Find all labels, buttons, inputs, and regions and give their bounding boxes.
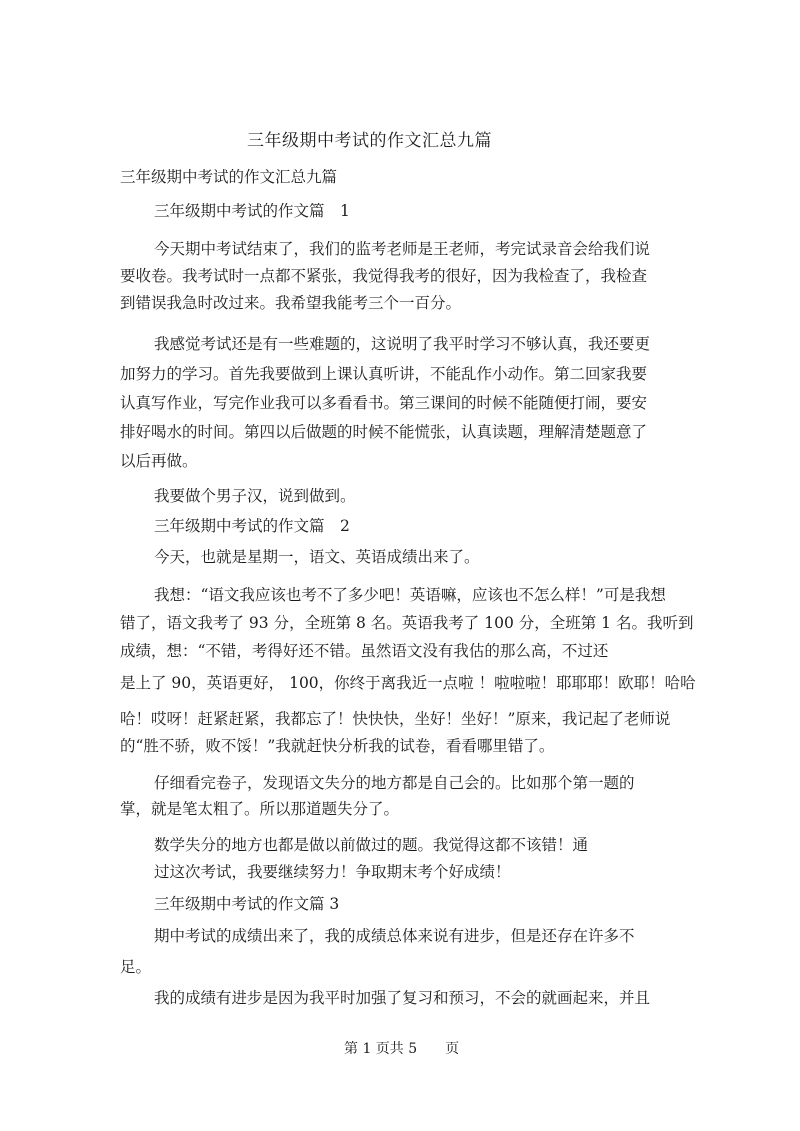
subtitle: 三年级期中考试的作文汇总九篇 xyxy=(120,168,338,186)
page-footer: 第 1 页共 5 页 xyxy=(344,1041,460,1057)
text-line: 以后再做。 xyxy=(120,452,198,470)
text-line: 错了，语文我考了 93 分，全班第 8 名。英语我考了 100 分，全班第 1 名。我听到 xyxy=(120,614,694,632)
text-line: 的“胜不骄，败不馁！”我就赶快分析我的试卷，看看哪里错了。 xyxy=(120,737,555,755)
section-heading-1: 三年级期中考试的作文篇 1 xyxy=(154,202,350,220)
text-line: 掌，就是笔太粗了。所以那道题失分了。 xyxy=(120,800,400,818)
text-line: 我要做个男子汉，说到做到。 xyxy=(154,487,356,505)
text-line: 认真写作业，写完作业我可以多看看书。第三课间的时候不能随便打闹，要安 xyxy=(120,394,648,412)
text-line: 过这次考试，我要继续努力！争取期末考个好成绩！ xyxy=(154,863,511,881)
text-line: 今天，也就是星期一，语文、英语成绩出来了。 xyxy=(154,548,480,566)
text-line: 足。 xyxy=(120,958,152,976)
text-line: 期中考试的成绩出来了，我的成绩总体来说有进步，但是还存在许多不 xyxy=(154,927,635,945)
text-line: 是上了 90，英语更好， 100，你终于离我近一点啦 ！啦啦啦！耶耶耶！欧耶！哈哈 xyxy=(120,674,696,692)
text-line: 要收卷。我考试时一点都不紧张，我觉得我考的很好，因为我检查了，我检查 xyxy=(120,267,648,285)
text-line: 我感觉考试还是有一些难题的，这说明了我平时学习不够认真，我还要更 xyxy=(154,335,651,353)
text-line: 排好喝水的时间。第四以后做题的时候不能慌张，认真读题，理解清楚题意了 xyxy=(120,423,648,441)
text-line: 数学失分的地方也都是做以前做过的题。我觉得这都不该错！通 xyxy=(154,836,589,854)
text-line: 我的成绩有进步是因为我平时加强了复习和预习，不会的就画起来，并且 xyxy=(154,989,651,1007)
text-line: 哈！哎呀！赶紧赶紧，我都忘了！快快快，坐好！坐好！”原来，我记起了老师说 xyxy=(120,710,671,728)
text-line: 成绩，想：“不错，考得好还不错。虽然语文没有我估的那么高，不过还 xyxy=(120,642,609,660)
document-title: 三年级期中考试的作文汇总九篇 xyxy=(247,131,492,151)
text-line: 到错误我急时改过来。我希望我能考三个一百分。 xyxy=(120,294,462,312)
text-line: 仔细看完卷子，发现语文失分的地方都是自己会的。比如那个第一题的 xyxy=(154,774,635,792)
section-heading-3: 三年级期中考试的作文篇 3 xyxy=(154,895,340,913)
section-heading-2: 三年级期中考试的作文篇 2 xyxy=(154,517,350,535)
text-line: 今天期中考试结束了，我们的监考老师是王老师，考完试录音会给我们说 xyxy=(154,240,651,258)
text-line: 我想：“语文我应该也考不了多少吧！英语嘛，应该也不怎么样！”可是我想 xyxy=(154,586,666,604)
text-line: 加努力的学习。首先我要做到上课认真听讲，不能乱作小动作。第二回家我要 xyxy=(120,365,648,383)
